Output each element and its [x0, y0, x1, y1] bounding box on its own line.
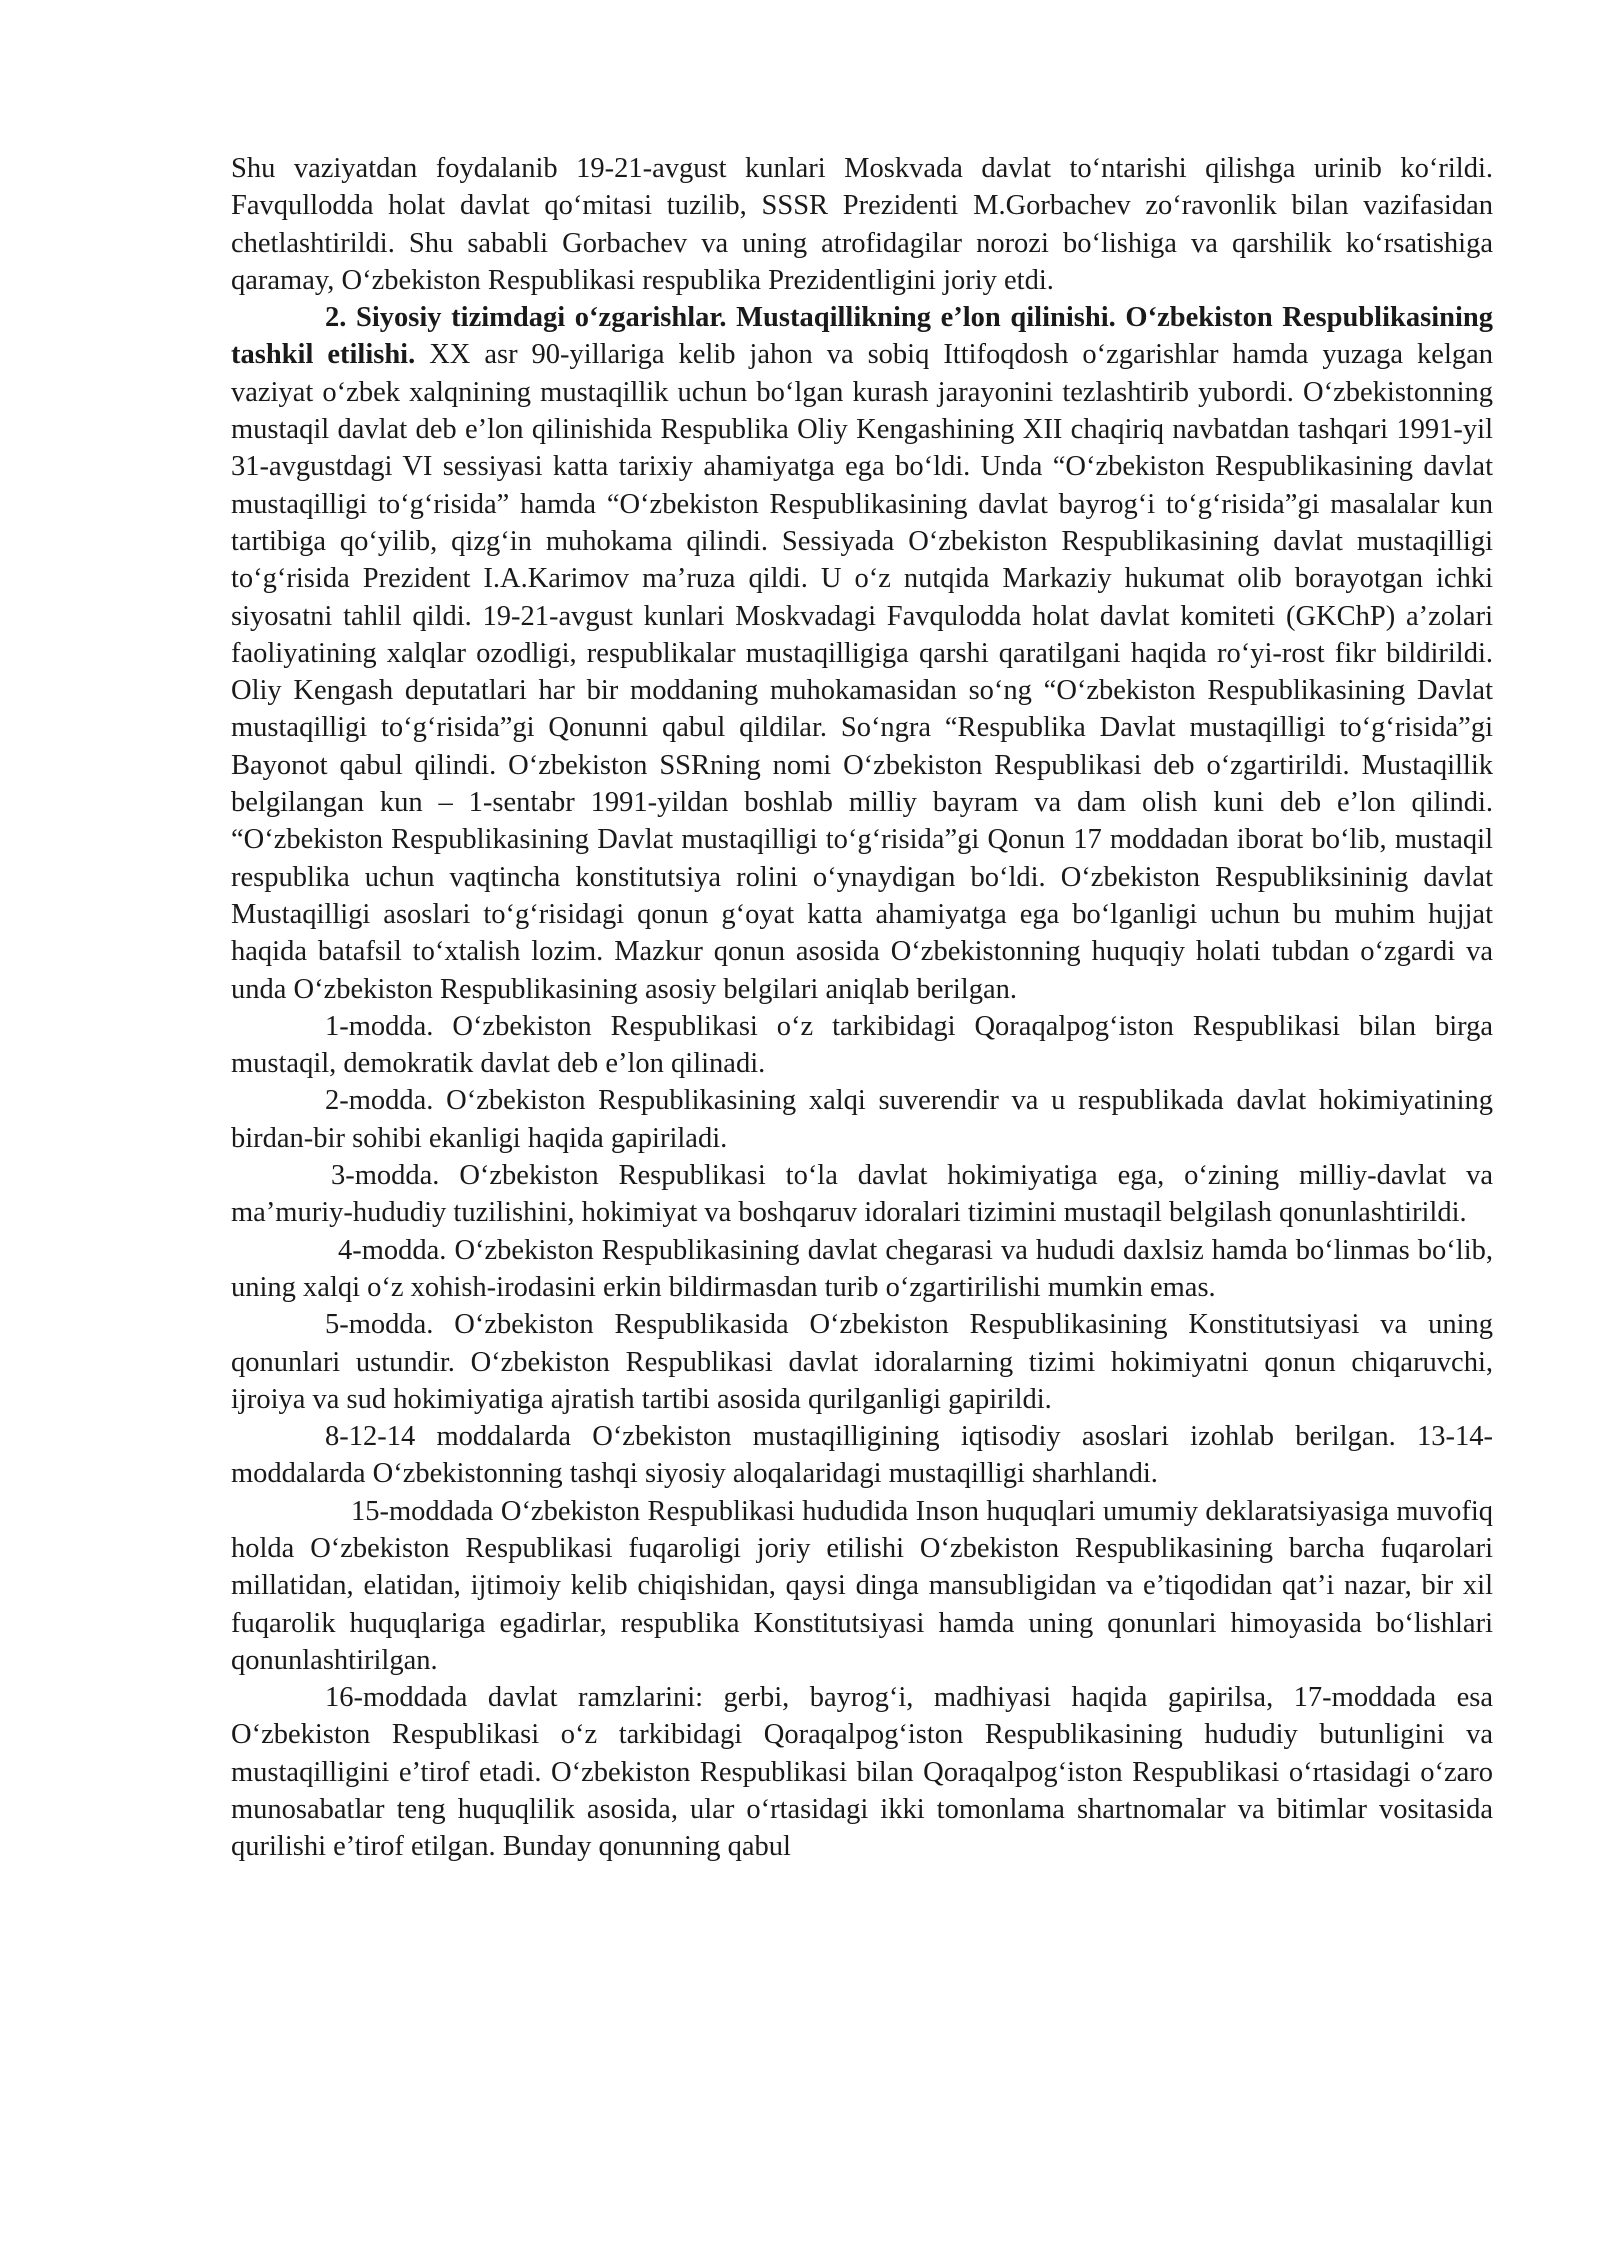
section-heading: 2. Siyosiy tizimdagi o‘zgarishlar. Mustaqillikning e’lon qilinishi. O‘zbekiston Respublikasining tashkil etilishi. [231, 302, 1493, 371]
paragraph-modda-4: 4-modda. O‘zbekiston Respublikasining davlat chegarasi va hududi daxlsiz hamda bo‘linmas bo‘lib, uning xalqi o‘z xohish-irodasini erkin bildirmasdan turib o‘zgartirilishi mumkin emas. [231, 1234, 1493, 1303]
document-body [231, 150, 1493, 1866]
paragraph-modda-16-17: 16-moddada davlat ramzlarini: gerbi, bayrog‘i, madhiyasi haqida gapirilsa, 17-moddada esa O‘zbekiston Respublikasi o‘z tarkibidagi Qoraqalpog‘iston Respublikasining hududiy butunligini va mustaqilligini e’tirof etadi. O‘zbekiston Respublikasi bilan Qoraqalpog‘iston Respublikasi o‘rtasidagi o‘zaro munosabatlar teng huquqlilik asosida, ular o‘rtasidagi ikki tomonlama shartnomalar va bitimlar vositasida qurilishi e’tirof etilgan. Bunday qonunning qabul [231, 1682, 1493, 1863]
section-2-text: XX asr 90-yillariga kelib jahon va sobiq Ittifoqdosh o‘zgarishlar hamda yuzaga kelgan vaziyat o‘zbek xalqnining mustaqillik uchun bo‘lgan kurash jarayonini tezlashtirib yubordi. O‘zbekistonning mustaqil davlat deb e’lon qilinishida Respublika Oliy Kengashining XII chaqiriq navbatdan tashqari 1991-yil 31-avgustdagi VI sessiyasi katta tarixiy ahamiyatga ega bo‘ldi. Unda “O‘zbekiston Respublikasining davlat mustaqilligi to‘g‘risida” hamda “O‘zbekiston Respublikasining davlat bayrog‘i to‘g‘risida”gi masalalar kun tartibiga qo‘yilib, qizg‘in muhokama qilindi. Sessiyada O‘zbekiston Respublikasining davlat mustaqilligi to‘g‘risida Prezident I.A.Karimov ma’ruza qildi. U o‘z nutqida Markaziy hukumat olib borayotgan ichki siyosatni tahlil qildi. 19-21-avgust kunlari Moskvadagi Favqulodda holat davlat komiteti (GKChP) a’zolari faoliyatining xalqlar ozodligi, respublikalar mustaqilligiga qarshi qaratilgani haqida ro‘yi-rost fikr bildirildi. Oliy Kengash deputatlari har bir moddaning muhokamasidan so‘ng “O‘zbekiston Respublikasining Davlat mustaqilligi to‘g‘risida”gi Qonunni qabul qildilar. So‘ngra “Respublika Davlat mustaqilligi to‘g‘risida”gi Bayonot qabul qilindi. O‘zbekiston SSRning nomi O‘zbekiston Respublikasi deb o‘zgartirildi. Mustaqillik belgilangan kun – 1-sentabr 1991-yildan boshlab milliy bayram va dam olish kuni deb e’lon qilindi. “O‘zbekiston Respublikasining Davlat mustaqilligi to‘g‘risida”gi Qonun 17 moddadan iborat bo‘lib, mustaqil respublika uchun vaqtincha konstitutsiya rolini o‘ynaydigan bo‘ldi. O‘zbekiston Respubliksininig davlat Mustaqilligi asoslari to‘g‘risidagi qonun g‘oyat katta ahamiyatga ega bo‘lganligi uchun bu muhim hujjat haqida batafsil to‘xtalish lozim. Mazkur qonun asosida O‘zbekistonning huquqiy holati tubdan o‘zgardi va unda O‘zbekiston Respublikasining asosiy belgilari aniqlab berilgan. [231, 339, 1494, 1005]
paragraph-modda-15: 15-moddada O‘zbekiston Respublikasi hududida Inson huquqlari umumiy deklaratsiyasiga muvofiq holda O‘zbekiston Respublikasi fuqaroligi joriy etilishi O‘zbekiston Respublikasining barcha fuqarolari millatidan, elatidan, ijtimoiy kelib chiqishidan, qaysi dinga mansubligidan va e’tiqodidan qat’i nazar, bir xil fuqarolik huquqlariga egadirlar, respublika Konstitutsiyasi hamda uning qonunlari himoyasida bo‘lishlari qonunlashtirilgan. [231, 1495, 1493, 1676]
paragraph-modda-8-14: 8-12-14 moddalarda O‘zbekiston mustaqilligining iqtisodiy asoslari izohlab berilgan. 13-14-moddalarda O‘zbekistonning tashqi siyosiy aloqalaridagi mustaqilligi sharhlandi. [231, 1421, 1493, 1490]
paragraph-intro: Shu vaziyatdan foydalanib 19-21-avgust kunlari Moskvada davlat to‘ntarishi qilishga urinib ko‘rildi. Favqullodda holat davlat qo‘mitasi tuzilib, SSSR Prezidenti M.Gorbachev zo‘ravonlik bilan vazifasidan chetlashtirildi. Shu sababli Gorbachev va uning atrofidagilar norozi bo‘lishiga va qarshilik ko‘rsatishiga qaramay, O‘zbekiston Respublikasi respublika Prezidentligini joriy etdi. [231, 153, 1493, 296]
paragraph-modda-3: 3-modda. O‘zbekiston Respublikasi to‘la davlat hokimiyatiga ega, o‘zining milliy-davlat va ma’muriy-hududiy tuzilishini, hokimiyat va boshqaruv idoralari tizimini mustaqil belgilash qonunlashtirildi. [231, 1160, 1493, 1229]
paragraph-section-2 [231, 299, 1493, 1008]
paragraph-modda-5: 5-modda. O‘zbekiston Respublikasida O‘zbekiston Respublikasining Konstitutsiyasi va uning qonunlari ustundir. O‘zbekiston Respublikasi davlat idoralarning tizimi hokimiyatni qonun chiqaruvchi, ijroiya va sud hokimiyatiga ajratish tartibi asosida qurilganligi gapirildi. [231, 1309, 1493, 1415]
paragraph-modda-1: 1-modda. O‘zbekiston Respublikasi o‘z tarkibidagi Qoraqalpog‘iston Respublikasi bilan birga mustaqil, demokratik davlat deb e’lon qilinadi. [231, 1010, 1493, 1080]
paragraph-modda-2: 2-modda. O‘zbekiston Respublikasining xalqi suverendir va u respublikada davlat hokimiyatining birdan-bir sohibi ekanligi haqida gapiriladi. [231, 1085, 1493, 1154]
